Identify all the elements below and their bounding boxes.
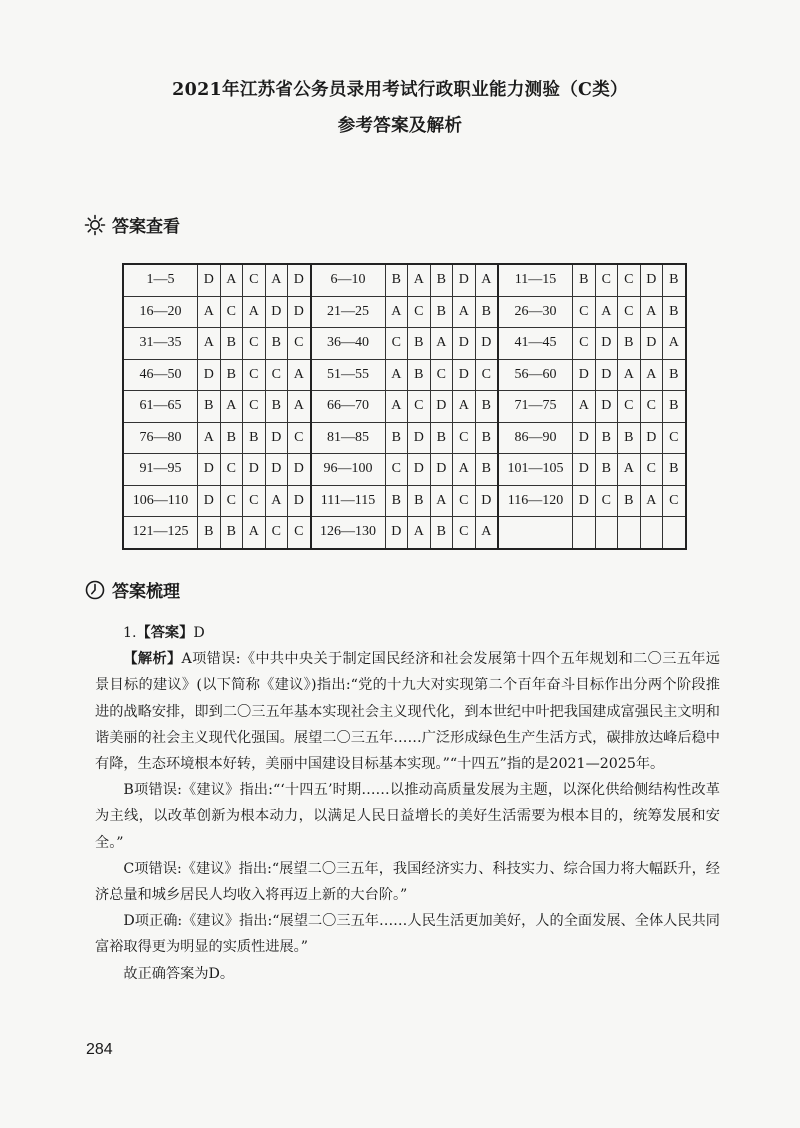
answer-cell: D [573,454,596,486]
answer-table [122,263,687,550]
table-row [123,485,686,517]
answer-cell: C [288,517,311,549]
answer-cell: B [198,391,221,423]
answer-cell: C [408,391,431,423]
answer-cell: D [453,328,476,360]
answer-cell: A [430,328,453,360]
question-range: 96—100 [311,454,386,486]
section-answer-review-label: 答案梳理 [112,582,180,602]
question-1-explanation [95,620,720,987]
answer-cell: D [640,328,663,360]
answer-cell: A [618,359,641,391]
answer-cell: B [220,328,243,360]
conclusion-text: 故正确答案为D。 [123,965,235,982]
question-range: 36—40 [311,328,386,360]
answer-cell: C [385,454,408,486]
answer-cell: C [475,359,498,391]
answer-cell: B [663,454,686,486]
answer-cell: D [595,328,618,360]
answer-cell: B [408,485,431,517]
answer-cell: A [640,296,663,328]
answer-cell: A [453,391,476,423]
answer-cell: C [243,264,266,296]
answer-cell: B [265,328,288,360]
answer-cell: B [475,296,498,328]
answer-value: D [193,625,205,641]
answer-cell: C [385,328,408,360]
table-row [123,296,686,328]
answer-cell: B [663,264,686,296]
answer-cell [618,517,641,549]
answer-cell: B [663,391,686,423]
answer-cell: D [265,296,288,328]
answer-cell: A [220,391,243,423]
answer-cell: D [573,422,596,454]
answer-cell: C [618,296,641,328]
option-d-text: D项正确:《建议》指出:“展望二〇三五年……人民生活更加美好，人的全面发展、全体人民共同富裕取得更为明显的实质性进展。” [95,913,720,956]
question-range: 46—50 [123,359,198,391]
question-number: 1. [123,625,137,641]
answer-cell: C [573,328,596,360]
answer-cell: D [640,422,663,454]
answer-cell: D [288,454,311,486]
question-range: 76—80 [123,422,198,454]
answer-cell: C [640,391,663,423]
analysis-option-a [95,646,720,777]
answer-cell: B [475,422,498,454]
answer-cell: C [243,328,266,360]
answer-cell: A [408,264,431,296]
answer-cell: B [430,422,453,454]
answer-cell: C [453,422,476,454]
answer-cell: C [430,359,453,391]
question-range: 1—5 [123,264,198,296]
answer-cell: D [385,517,408,549]
answer-cell: B [573,264,596,296]
page-number: 284 [86,1041,113,1058]
answer-cell: D [475,485,498,517]
answer-cell: C [595,264,618,296]
question-range: 81—85 [311,422,386,454]
question-range: 21—25 [311,296,386,328]
answer-cell: D [243,454,266,486]
question-range: 121—125 [123,517,198,549]
section-answers-view [84,212,180,237]
table-row [123,517,686,549]
answer-cell: A [453,296,476,328]
answer-cell: C [663,485,686,517]
answer-cell: B [430,517,453,549]
answer-cell: B [430,264,453,296]
answer-cell: D [265,454,288,486]
answer-cell: D [198,359,221,391]
table-row [123,422,686,454]
answer-cell: A [385,296,408,328]
answer-cell: C [243,391,266,423]
question-range: 86—90 [498,422,573,454]
answer-cell: B [430,296,453,328]
page-title: 2021年江苏省公务员录用考试行政职业能力测验（C类） [172,80,628,100]
question-range: 106—110 [123,485,198,517]
answer-cell: A [430,485,453,517]
answer-cell: A [595,296,618,328]
answer-cell [573,517,596,549]
answer-cell: C [288,422,311,454]
section-answer-review [84,577,180,602]
answer-cell: C [220,296,243,328]
answer-cell: C [408,296,431,328]
answer-cell: D [453,264,476,296]
answer-cell: C [663,422,686,454]
answer-cell: B [198,517,221,549]
answer-cell: D [640,264,663,296]
answer-cell: A [475,517,498,549]
question-range: 11—15 [498,264,573,296]
option-b-text: B项错误:《建议》指出:“‘十四五’时期……以推动高质量发展为主题，以深化供给侧结构性改革为主线，以改革创新为根本动力，以满足人民日益增长的美好生活需要为根本目的，统筹发展和安全。” [95,782,720,851]
table-row [123,454,686,486]
answer-cell: D [595,391,618,423]
answer-cell: C [243,485,266,517]
answer-cell: A [408,517,431,549]
answer-cell: B [595,454,618,486]
question-range: 91—95 [123,454,198,486]
answer-cell: D [475,328,498,360]
page-subtitle: 参考答案及解析 [337,116,463,136]
question-range: 101—105 [498,454,573,486]
answer-cell: A [385,359,408,391]
clock-icon [84,579,106,601]
question-range: 31—35 [123,328,198,360]
answer-cell: C [288,328,311,360]
answer-cell: D [573,485,596,517]
answer-cell: A [453,454,476,486]
answer-cell: A [198,296,221,328]
answer-cell: A [198,328,221,360]
answer-cell: C [453,517,476,549]
answer-cell [595,517,618,549]
answer-cell: B [595,422,618,454]
question-range: 126—130 [311,517,386,549]
answer-cell: B [385,264,408,296]
answer-cell: D [288,264,311,296]
answer-cell: D [288,296,311,328]
answer-cell: B [618,422,641,454]
answer-cell: C [618,264,641,296]
answer-cell: C [618,391,641,423]
answer-cell: A [243,517,266,549]
answer-cell: B [220,517,243,549]
answer-cell: A [198,422,221,454]
answer-cell: B [475,391,498,423]
answer-cell: A [288,391,311,423]
analysis-tag: 【解析】 [123,651,182,668]
answer-cell: B [243,422,266,454]
question-range: 51—55 [311,359,386,391]
answer-cell: B [220,359,243,391]
answer-cell: B [618,328,641,360]
answer-cell: D [573,359,596,391]
answer-cell: A [640,485,663,517]
section-answers-view-label: 答案查看 [112,217,180,237]
question-range: 6—10 [311,264,386,296]
answer-cell: D [198,264,221,296]
question-range: 61—65 [123,391,198,423]
answer-cell: B [385,422,408,454]
answer-cell: D [430,391,453,423]
question-range: 66—70 [311,391,386,423]
answer-cell: C [265,359,288,391]
question-range [498,517,573,549]
answer-cell: A [640,359,663,391]
question-range: 56—60 [498,359,573,391]
answer-cell: D [453,359,476,391]
table-row [123,391,686,423]
answer-cell: A [265,264,288,296]
answer-cell: D [198,485,221,517]
option-a-text: A项错误:《中共中央关于制定国民经济和社会发展第十四个五年规划和二〇三五年远景目标的建议》(以下简称《建议》)指出:“党的十九大对实现第二个百年奋斗目标作出分两个阶段推进的战略安排，即到二〇三五年基本实现社会主义现代化，到本世纪中叶把我国建成富强民主文明和谐美丽的社会主义现代化强国。展望二〇三五年……广泛形成绿色生产生活方式，碳排放达峰后稳中有降，生态环境根本好转，美丽中国建设目标基本实现。”“十四五”指的是2021—2025年。 [95,651,720,773]
table-row [123,359,686,391]
answer-cell: B [220,422,243,454]
question-range: 16—20 [123,296,198,328]
answer-cell: B [618,485,641,517]
answer-cell: A [618,454,641,486]
answer-cell: B [663,296,686,328]
answer-cell: C [640,454,663,486]
answer-cell [663,517,686,549]
answer-cell: B [385,485,408,517]
question-range: 26—30 [498,296,573,328]
table-row [123,328,686,360]
answer-tag: 【答案】 [136,625,194,641]
answer-cell: D [408,454,431,486]
answer-cell: B [265,391,288,423]
answer-cell: C [573,296,596,328]
answer-cell: C [453,485,476,517]
answer-cell: A [663,328,686,360]
answer-cell: B [475,454,498,486]
answer-cell: D [265,422,288,454]
answer-cell: B [408,359,431,391]
answer-cell: C [243,359,266,391]
question-1-answer-line [95,620,720,646]
question-range: 71—75 [498,391,573,423]
answer-cell: C [595,485,618,517]
answer-cell: A [265,485,288,517]
answer-cell: A [385,391,408,423]
answer-cell: B [408,328,431,360]
answer-cell: D [408,422,431,454]
option-c-text: C项错误:《建议》指出:“展望二〇三五年，我国经济实力、科技实力、综合国力将大幅跃升，经济总量和城乡居民人均收入将再迈上新的大台阶。” [95,860,720,904]
answer-cell: C [220,485,243,517]
answer-cell: D [198,454,221,486]
answer-cell: A [288,359,311,391]
answer-cell: D [595,359,618,391]
answer-cell: A [243,296,266,328]
question-range: 116—120 [498,485,573,517]
answer-cell: C [220,454,243,486]
answer-cell [640,517,663,549]
answer-cell: B [663,359,686,391]
sun-icon [84,214,106,236]
title-block [0,72,800,144]
answer-cell: A [475,264,498,296]
table-row [123,264,686,296]
answer-cell: D [430,454,453,486]
answer-cell: D [288,485,311,517]
answer-cell: A [573,391,596,423]
question-range: 111—115 [311,485,386,517]
question-range: 41—45 [498,328,573,360]
answer-cell: C [265,517,288,549]
answer-cell: A [220,264,243,296]
